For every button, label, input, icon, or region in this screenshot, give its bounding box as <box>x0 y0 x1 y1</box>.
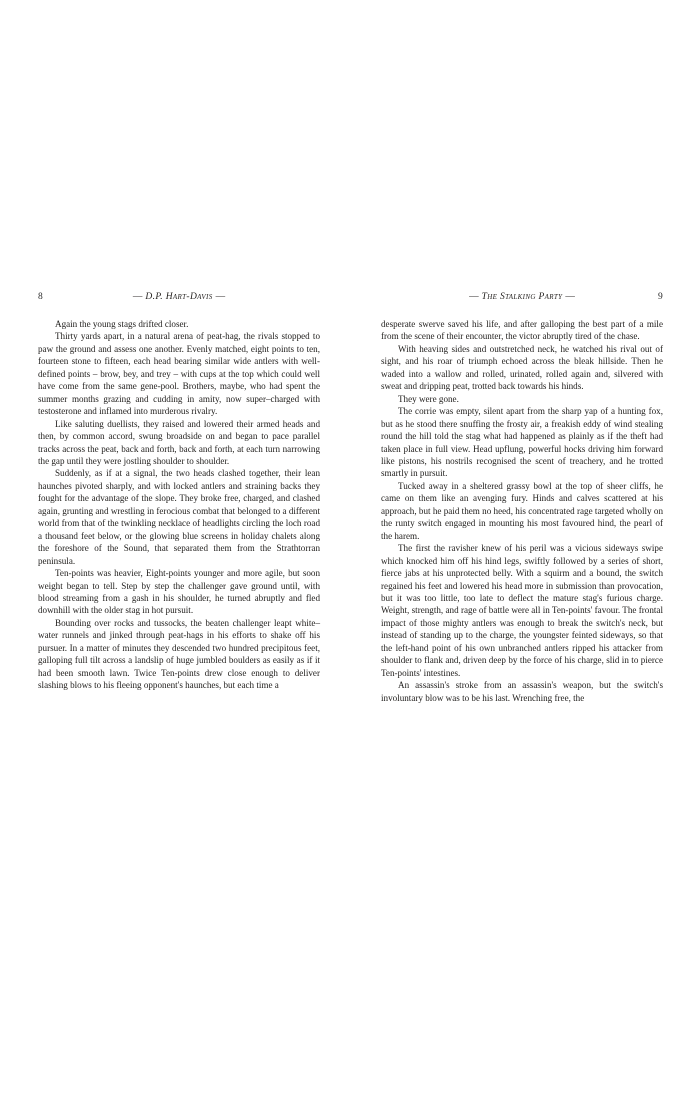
left-page-text-column <box>38 318 320 692</box>
paragraph: desperate swerve saved his life, and after galloping the best part of a mile from the scene of their encounter, the victor abruptly tired of the chase. <box>381 319 663 342</box>
paragraph: Ten-points was heavier, Eight-points younger and more agile, but soon weight began to tell. Step by step the challenger gave ground until, with blood streaming from a gash in his shoulder, he turned abruptly and fled downhill with the older stag in hot pursuit. <box>38 568 320 616</box>
paragraph: They were gone. <box>398 393 459 404</box>
running-head-dash-left-end: — <box>215 292 226 302</box>
left-page-running-head <box>38 292 320 302</box>
paragraph: With heaving sides and outstretched neck, he watched his rival out of sight, and his roar of triumph echoed across the bleak hillside. Then he waded into a wallow and rolled, urinated, rolled again and, silvered with sweat and dripping peat, trotted back towards his hinds. <box>381 343 663 392</box>
paragraph: The first the ravisher knew of his peril was a vicious sideways swipe which knocked him off his hind legs, swiftly followed by a series of short, fierce jabs at his unprotected belly. With a squirm and a bound, the switch regained his feet and lowered his head more in submission than provocation, but it was too little, too late to deflect the mature stag's furious charge. Weight, strength, and rage of battle were all in Ten-points' favour. The frontal impact of those mighty antlers was enough to break the switch's neck, but instead of standing up to the charge, the youngster feinted sideways, so that the left-hand point of his own unbranched antlers ripped his attacker from shoulder to flank and, driven deep by the force of his charge, slid in to pierce Ten-points' intestines. <box>381 543 663 678</box>
running-head-dash-right-end: — <box>565 292 575 302</box>
left-page-running-head-text: D.P. Hart-Davis <box>145 292 213 302</box>
paragraph: Bounding over rocks and tussocks, the beaten challenger leapt white–water runnels and jinked through peat-hags in his efforts to shake off his pursuer. In a matter of minutes they descended two hundred precipitous feet, galloping full tilt across a landslip of huge jumbled boulders as easily as if it had been smooth lawn. Twice Ten-points drew close enough to deliver slashing blows to his fleeing opponent's haunches, but each time a <box>38 617 320 691</box>
paragraph: An assassin's stroke from an assassin's weapon, but the switch's involuntary blow was to be his last. Wrenching free, the <box>381 680 663 703</box>
right-page-folio: 9 <box>658 292 663 302</box>
running-head-dash-right-start: — <box>469 292 479 302</box>
left-page-folio: 8 <box>38 292 43 302</box>
left-page-running-head-row <box>38 292 320 308</box>
right-page-running-head-text: The Stalking Party <box>481 292 563 302</box>
paragraph: Like saluting duellists, they raised and lowered their armed heads and then, by common accord, swung broadside on and began to pace parallel tracks across the peat, back and forth, back and forth, at each turn narrowing the gap until they were jostling shoulder to shoulder. <box>38 418 320 466</box>
right-page-running-head <box>381 292 663 302</box>
paragraph: Thirty yards apart, in a natural arena of peat-hag, the rivals stopped to paw the ground and assess one another. Evenly matched, eight points to ten, fourteen stone to fifteen, each head bearing similar wide antlers with well-defined points – brow, bey, and trey – with cups at the top which could well have come from the same gene-pool. Brothers, maybe, who had spent the summer months grazing and cudding in amity, now super–charged with testosterone and inflamed into murderous rivalry. <box>38 331 320 417</box>
right-page-text-column <box>381 318 663 704</box>
paragraph: Again the young stags drifted closer. <box>55 319 189 329</box>
right-page-running-head-row <box>381 292 663 308</box>
paragraph: The corrie was empty, silent apart from the sharp yap of a hunting fox, but as he stood there snuffing the frosty air, a freakish eddy of wind stealing round the hill told the stag what had happened as plainly as if the theft had taken place in full view. Head upflung, powerful hocks driving him forward like pistons, his nostrils recognised the scent of treachery, and he trotted smartly in pursuit. <box>381 406 663 479</box>
paragraph: Tucked away in a sheltered grassy bowl at the top of sheer cliffs, he came on them like an avenging fury. Hinds and calves scattered at his approach, but he paid them no heed, his concentrated rage targeted wholly on the runty switch engaged in mounting his most favoured hind, the pearl of the harem. <box>381 480 663 541</box>
paragraph: Suddenly, as if at a signal, the two heads clashed together, their lean haunches pivoted sharply, and with locked antlers and straining backs they fought for the advantage of the slope. They broke free, charged, and clashed again, grunting and wrestling in ferocious combat that belonged to a different world from that of the twinkling necklace of headlights circling the loch road a thousand feet below, or the glowing blue screens in holiday chalets along the foreshore of the Sound, that separated them from the Strathtorran peninsula. <box>38 468 320 566</box>
running-head-dash-left-start: — <box>132 292 143 302</box>
